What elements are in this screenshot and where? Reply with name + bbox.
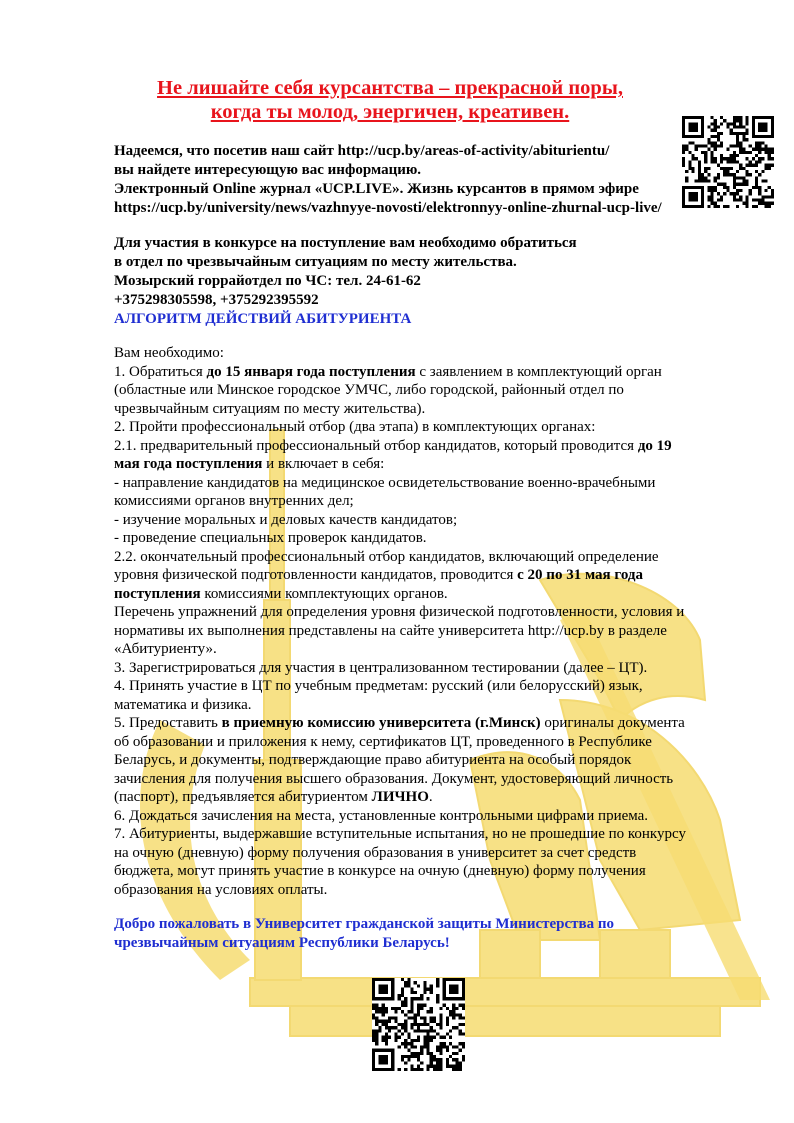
step-2-1-item: - направление кандидатов на медицинское освидетельствование военно-врачебными: [114, 474, 656, 491]
step-7-cont: образования на условиях оплаты.: [114, 881, 328, 898]
contact-line-4: +375298305598, +375292395592: [114, 292, 319, 308]
step-4: 4. Принять участие в ЦТ по учебным предметам: русский (или белорусский) язык,: [114, 678, 643, 694]
step-2-2: 2.2. окончательный профессиональный отбор кандидатов, включающий определение: [114, 548, 659, 565]
step-5: 5. Предоставить в приемную комиссию университета (г.Минск) оригиналы документа: [114, 715, 685, 731]
step-5-cont: (паспорт), предъявляется абитуриентом ЛИЧНО.: [114, 789, 433, 805]
contact-line-3: Мозырский горрайотдел по ЧС: тел. 24-61-62: [114, 273, 421, 289]
contact-line-2: в отдел по чрезвычайным ситуациям по месту жительства.: [114, 254, 517, 270]
step-4-cont: математика и физика.: [114, 696, 252, 713]
site-info-line-1: Надеемся, что посетив наш сайт http://ucp.by/areas-of-activity/abiturientu/: [114, 143, 610, 159]
step-5-cont: Беларусь, и документы, подтверждающие право абитуриента на особый порядок: [114, 752, 632, 768]
step-2-1-item: - проведение специальных проверок кандидатов.: [114, 530, 427, 546]
welcome-line-2: чрезвычайным ситуациям Республики Беларусь!: [114, 935, 450, 951]
steps-list: [114, 344, 734, 899]
step-2-2-cont: поступления комиссиями комплектующих органов.: [114, 585, 448, 602]
step-2: 2. Пройти профессиональный отбор (два этапа) в комплектующих органах:: [114, 419, 596, 435]
exercises-text: «Абитуриенту».: [114, 641, 217, 657]
step-2-1: 2.1. предварительный профессиональный отбор кандидатов, который проводится до 19: [114, 437, 672, 454]
steps-intro: Вам необходимо:: [114, 345, 224, 361]
welcome-line-1: Добро пожаловать в Университет гражданской защиты Министерства по: [114, 916, 615, 932]
exercises-text: Перечень упражнений для определения уровня физической подготовленности, условия и: [114, 604, 685, 620]
step-7: 7. Абитуриенты, выдержавшие вступительные испытания, но не прошедшие по конкурсу: [114, 826, 686, 842]
qr-code-icon[interactable]: [682, 116, 774, 208]
step-5-cont: об образовании и приложения к нему, сертификатов ЦТ, проведенного в Республике: [114, 733, 652, 750]
site-info-line-4: https://ucp.by/university/news/vazhnyye-novosti/elektronnyy-online-zhurnal-ucp-live/: [114, 200, 662, 216]
site-info-line-3: Электронный Online журнал «UCP.LIVE». Жизнь курсантов в прямом эфире: [114, 181, 639, 197]
step-1: 1. Обратиться до 15 января года поступления с заявлением в комплектующий орган: [114, 363, 662, 380]
headline-line-1: Не лишайте себя курсантства – прекрасной поры,: [157, 77, 623, 99]
exercises-text: нормативы их выполнения представлены на сайте университета http://ucp.by в разделе: [114, 622, 667, 639]
welcome-message: [114, 915, 714, 953]
step-5-cont: зачисления для получения высшего образования. Документ, удостоверяющий личность: [114, 770, 674, 787]
headline: [60, 76, 720, 124]
step-2-1-item: комиссиями органов внутренних дел;: [114, 493, 354, 509]
site-info: [114, 142, 672, 218]
step-2-2-cont: уровня физической подготовленности кандидатов, проводится с 20 по 31 мая года: [114, 567, 644, 583]
contact-info: [114, 234, 674, 329]
contact-line-1: Для участия в конкурсе на поступление вам необходимо обратиться: [114, 235, 577, 251]
step-3: 3. Зарегистрироваться для участия в централизованном тестировании (далее – ЦТ).: [114, 659, 648, 676]
qr-code-icon[interactable]: [372, 978, 465, 1071]
headline-line-2: когда ты молод, энергичен, креативен.: [210, 101, 570, 123]
step-2-1-cont: мая года поступления и включает в себя:: [114, 456, 385, 472]
step-1-cont: (областные или Минское городское УМЧС, либо городской, районный отдел по: [114, 382, 624, 398]
site-info-line-2: вы найдете интересующую вас информацию.: [114, 162, 422, 178]
step-7-cont: на очную (дневную) форму получения образования в университет за счет средств: [114, 844, 637, 861]
step-6: 6. Дождаться зачисления на места, установленные контрольными цифрами приема.: [114, 807, 649, 824]
step-2-1-item: - изучение моральных и деловых качеств кандидатов;: [114, 511, 458, 528]
step-1-cont: чрезвычайным ситуациям по месту жительства).: [114, 400, 426, 417]
algorithm-title: АЛГОРИТМ ДЕЙСТВИЙ АБИТУРИЕНТА: [114, 311, 412, 327]
step-7-cont: бюджета, могут принять участие в конкурсе на очную (дневную) форму получения: [114, 863, 646, 879]
